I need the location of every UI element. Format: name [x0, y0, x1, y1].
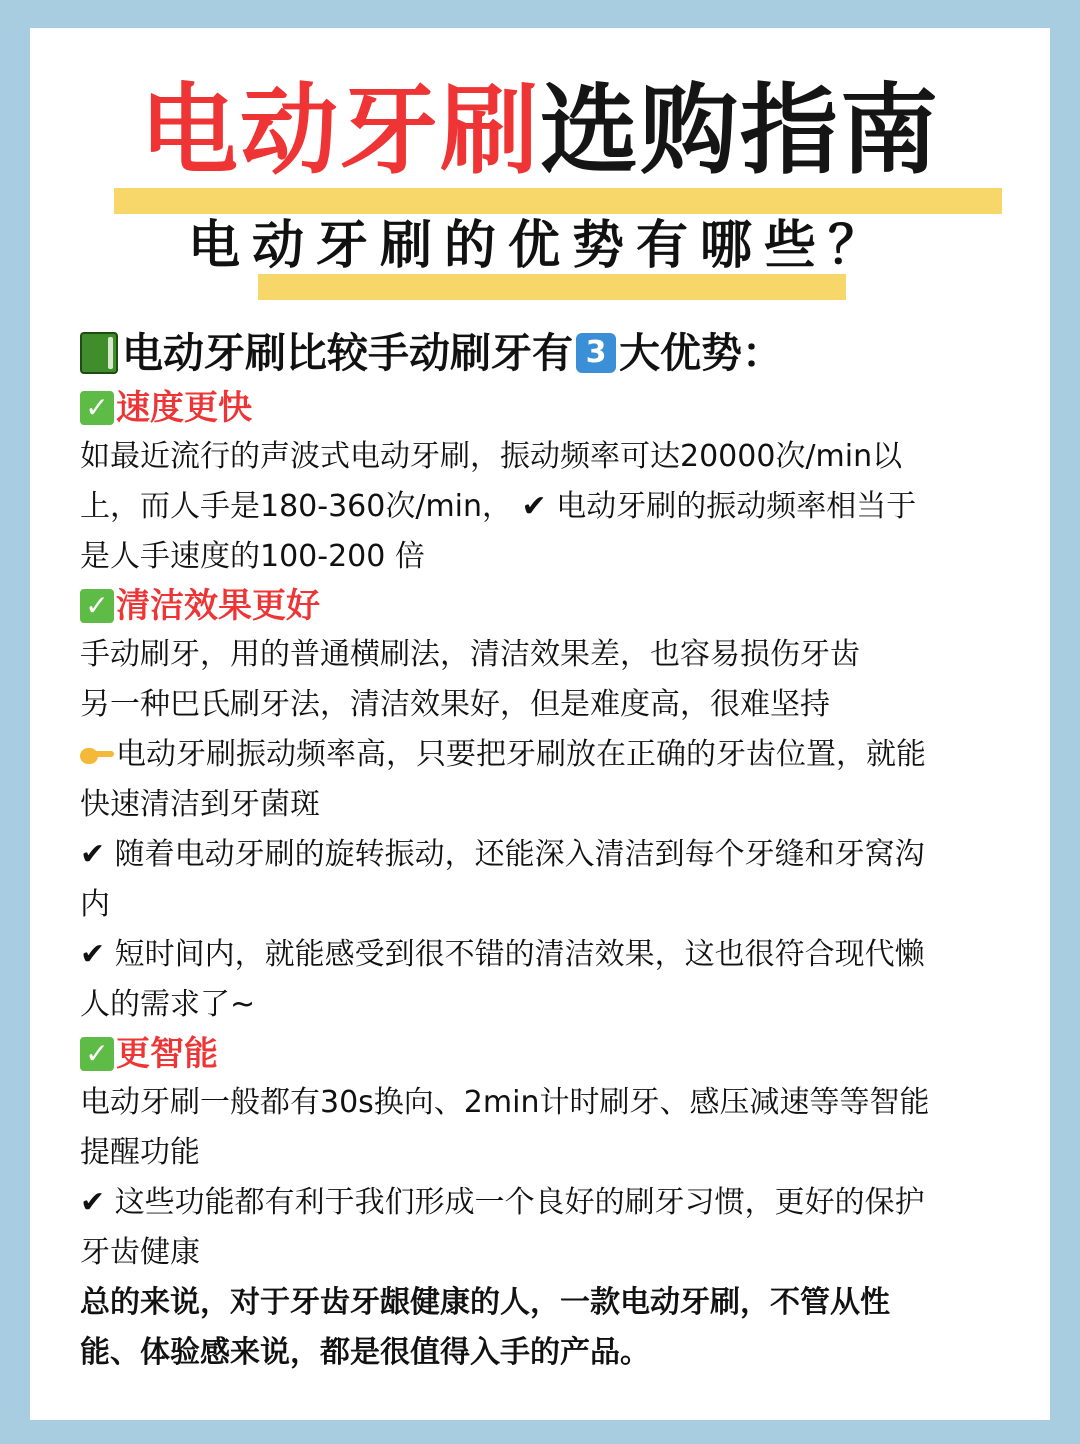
paragraph-line: ✔ 短时间内，就能感受到很不错的清洁效果，这也很符合现代懒	[80, 937, 925, 972]
paragraph-line: 人的需求了~	[80, 987, 256, 1022]
title-block	[30, 76, 1050, 196]
poster-card	[30, 28, 1050, 1420]
paragraph-line: 牙齿健康	[80, 1235, 200, 1270]
subtitle-block	[30, 214, 1050, 304]
paragraph-line: 是人手速度的100-200 倍	[80, 539, 425, 574]
paragraph-line: 提醒功能	[80, 1135, 200, 1170]
title-highlight-bar	[114, 188, 1002, 214]
pointing-hand-icon	[80, 744, 114, 768]
section-title-text: 更智能	[116, 1034, 218, 1074]
section-title-smart	[80, 1030, 1020, 1078]
article-body	[80, 322, 1020, 1378]
paragraph-line: 快速清洁到牙菌斑	[80, 787, 320, 822]
title-red-part: 电动牙刷	[139, 74, 540, 188]
intro-heading	[80, 322, 1020, 384]
intro-text-before: 电动牙刷比较手动刷牙有	[122, 329, 573, 377]
paragraph-line	[80, 730, 1020, 780]
check-mark-button-icon: ✓	[80, 589, 114, 623]
check-mark-button-icon: ✓	[80, 1037, 114, 1071]
check-mark-button-icon: ✓	[80, 391, 114, 425]
section-title-text: 速度更快	[116, 388, 252, 428]
paragraph-line: 电动牙刷一般都有30s换向、2min计时刷牙、感压减速等等智能	[80, 1085, 930, 1120]
paragraph-line: ✔ 这些功能都有利于我们形成一个良好的刷牙习惯，更好的保护	[80, 1185, 925, 1220]
section-title-speed	[80, 384, 1020, 432]
paragraph-line: 上，而人手是180-360次/min， ✔ 电动牙刷的振动频率相当于	[80, 489, 917, 524]
page-title	[30, 76, 1050, 186]
intro-text-after: 大优势：	[619, 329, 783, 377]
paragraph-line: 内	[80, 887, 110, 922]
page-subtitle: 电动牙刷的优势有哪些？	[187, 216, 892, 276]
summary-line: 总的来说，对于牙齿牙龈健康的人，一款电动牙刷，不管从性	[80, 1285, 890, 1320]
paragraph-line-text: 电动牙刷振动频率高，只要把牙刷放在正确的牙齿位置，就能	[116, 737, 926, 772]
summary-line: 能、体验感来说，都是很值得入手的产品。	[80, 1335, 650, 1370]
title-black-part: 选购指南	[540, 74, 941, 188]
paragraph-line: ✔ 随着电动牙刷的旋转振动，还能深入清洁到每个牙缝和牙窝沟	[80, 837, 925, 872]
paragraph-line: 另一种巴氏刷牙法，清洁效果好，但是难度高，很难坚持	[80, 687, 830, 722]
section-title-text: 清洁效果更好	[116, 586, 320, 626]
section-title-cleaning	[80, 582, 1020, 630]
paragraph-line: 如最近流行的声波式电动牙刷，振动频率可达20000次/min以	[80, 439, 903, 474]
paragraph-line: 手动刷牙，用的普通横刷法，清洁效果差，也容易损伤牙齿	[80, 637, 860, 672]
keycap-3-icon: 3	[576, 333, 616, 373]
green-book-icon	[80, 332, 118, 374]
